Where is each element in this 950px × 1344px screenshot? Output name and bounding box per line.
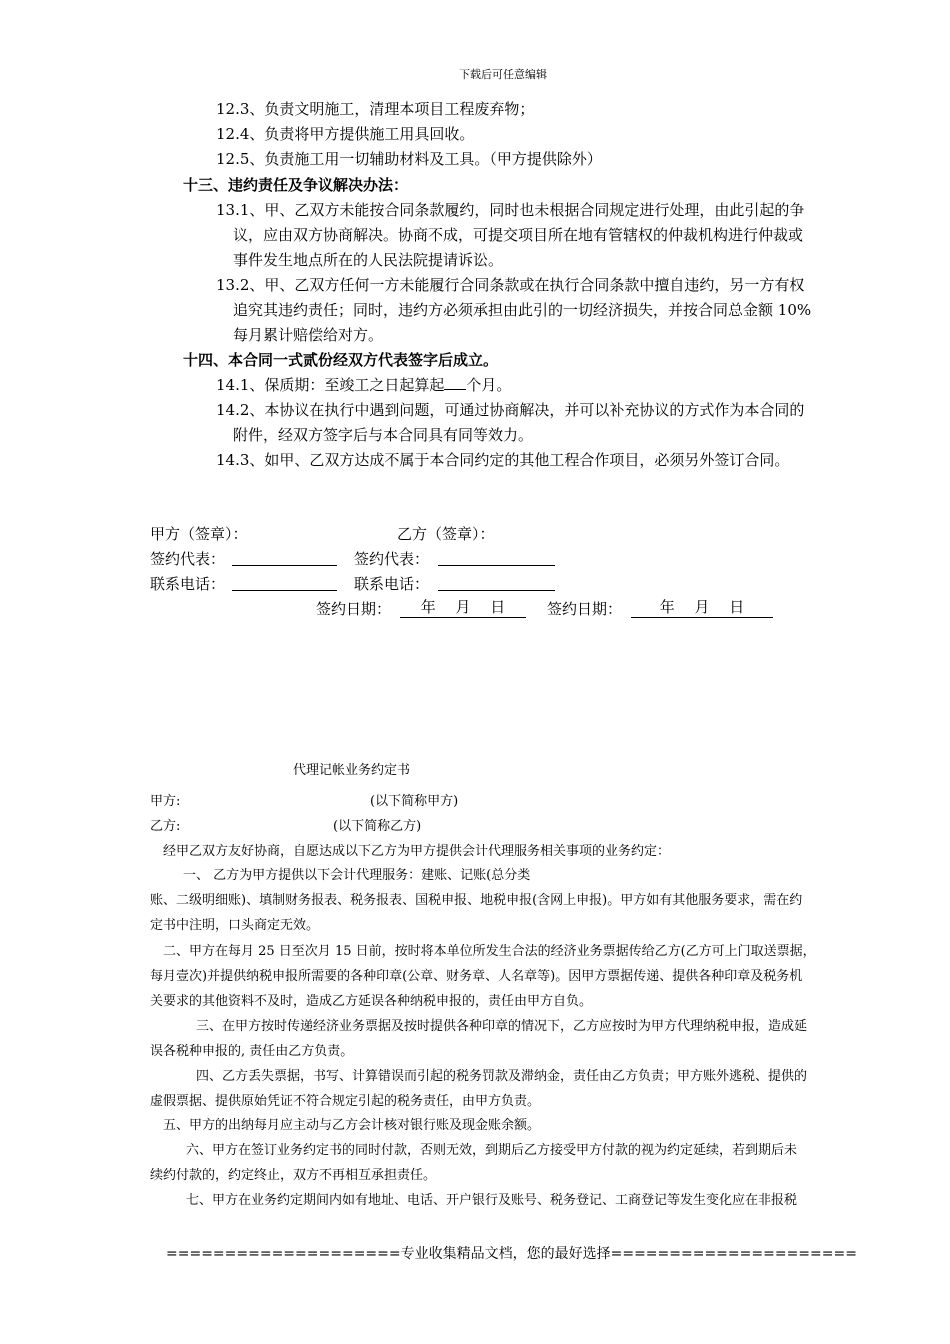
party-b-date-label: 签约日期： xyxy=(547,600,623,618)
clause-6-line1: 六、甲方在签订业务约定书的同时付款，否则无效，到期后乙方接受甲方付款的视为约定延续，若到期后未 xyxy=(186,1143,798,1158)
section-14-title: 十四、本合同一式贰份经双方代表签字后成立。 xyxy=(183,351,499,369)
page-footer: ====================专业收集精品文档，您的最好选择===================== xyxy=(166,1246,857,1262)
agreement-intro: 经甲乙双方友好协商，自愿达成以下乙方为甲方提供会计代理服务相关事项的业务约定： xyxy=(163,844,671,859)
party-b-phone-label: 联系电话： xyxy=(354,575,430,593)
party-b-rep-line xyxy=(438,565,555,566)
party-b-date-value: 年 月 日 xyxy=(631,597,773,618)
clause-1-line2: 账、二级明细账)、填制财务报表、税务报表、国税申报、地税申报(含网上申报)。甲方如有其他服务要求，需在约 xyxy=(150,893,803,908)
item-13-2-line1: 13.2、甲、乙双方任何一方未能履行合同条款或在执行合同条款中擅自违约，另一方有权 xyxy=(216,276,805,294)
item-14-2-line2: 附件，经双方签字后与本合同具有同等效力。 xyxy=(233,426,534,444)
agreement-title: 代理记帐业务约定书 xyxy=(293,763,411,778)
clause-3-line1: 三、在甲方按时传递经济业务票据及按时提供各种印章的情况下，乙方应按时为甲方代理纳税申报，造成延 xyxy=(196,1019,808,1034)
item-12-5: 12.5、负责施工用一切辅助材料及工具。（甲方提供除外） xyxy=(216,150,602,168)
clause-1-line1: 一、 乙方为甲方提供以下会计代理服务：建账、记账(总分类 xyxy=(183,868,531,883)
item-14-2-line1: 14.2、本协议在执行中遇到问题，可通过协商解决，并可以补充协议的方式作为本合同的 xyxy=(216,401,805,419)
party-a-phone-line xyxy=(232,590,337,591)
agreement-party-a-label: 甲方: xyxy=(150,794,181,809)
clause-4-line1: 四、乙方丢失票据，书写、计算错误而引起的税务罚款及滞纳金，责任由乙方负责；甲方账外逃税、提供的 xyxy=(196,1069,808,1084)
clause-2-line3: 关要求的其他资料不及时，造成乙方延误各种纳税申报的，责任由甲方自负。 xyxy=(150,994,593,1009)
item-13-2-line3: 每月累计赔偿给对方。 xyxy=(233,326,384,344)
party-a-date-label: 签约日期： xyxy=(316,600,392,618)
clause-7-line1: 七、甲方在业务约定期间内如有地址、电话、开户银行及账号、税务登记、工商登记等发生变化应在非报税 xyxy=(186,1193,798,1208)
item-13-1-line3: 事件发生地点所在的人民法院提请诉讼。 xyxy=(233,251,504,269)
party-b-phone-line xyxy=(438,590,555,591)
item-14-1-text: 14.1、保质期：至竣工之日起算起 xyxy=(216,376,445,394)
item-13-1-line2: 议，应由双方协商解决。协商不成，可提交项目所在地有管辖权的仲裁机构进行仲裁或 xyxy=(233,226,804,244)
warranty-months-blank xyxy=(444,373,466,390)
party-a-phone-label: 联系电话： xyxy=(150,575,226,593)
party-a-rep-label: 签约代表： xyxy=(150,550,226,568)
clause-1-line3: 定书中注明，口头商定无效。 xyxy=(150,918,320,933)
item-12-3: 12.3、负责文明施工，清理本项目工程废弃物； xyxy=(216,100,535,118)
agreement-party-a-note: (以下简称甲方) xyxy=(370,794,459,809)
page-header-note: 下载后可任意编辑 xyxy=(459,68,547,81)
section-13-title: 十三、违约责任及争议解决办法： xyxy=(183,176,409,194)
clause-4-line2: 虚假票据、提供原始凭证不符合规定引起的税务责任，由甲方负责。 xyxy=(150,1094,541,1109)
party-b-seal-label: 乙方（签章）： xyxy=(397,525,495,543)
party-b-rep-label: 签约代表： xyxy=(354,550,430,568)
clause-3-line2: 误各税种申报的, 责任由乙方负责。 xyxy=(150,1044,354,1059)
item-12-4: 12.4、负责将甲方提供施工用具回收。 xyxy=(216,125,475,143)
agreement-party-b-label: 乙方: xyxy=(150,819,181,834)
clause-2-line2: 每月壹次)并提供纳税申报所需要的各种印章(公章、财务章、人名章等)。因甲方票据传递、提供各种印章及税务机 xyxy=(150,969,803,984)
agreement-party-b-note: (以下简称乙方) xyxy=(333,819,422,834)
item-14-1 xyxy=(216,373,511,398)
party-a-rep-line xyxy=(232,565,337,566)
item-13-1-line1: 13.1、甲、乙双方未能按合同条款履约，同时也未根据合同规定进行处理，由此引起的争 xyxy=(216,201,805,219)
party-a-seal-label: 甲方（签章）： xyxy=(150,525,248,543)
item-13-2-line2: 追究其违约责任；同时，违约方必须承担由此引的一切经济损失，并按合同总金额 10% xyxy=(233,301,812,319)
party-a-date-value: 年 月 日 xyxy=(400,597,526,618)
item-14-3: 14.3、如甲、乙双方达成不属于本合同约定的其他工程合作项目，必须另外签订合同。 xyxy=(216,451,790,469)
clause-5: 五、甲方的出纳每月应主动与乙方会计核对银行账及现金账余额。 xyxy=(163,1118,541,1133)
clause-6-line2: 续约付款的，约定终止，双方不再相互承担责任。 xyxy=(150,1168,437,1183)
item-14-1-suffix: 个月。 xyxy=(466,376,512,394)
clause-2-line1: 二、甲方在每月 25 日至次月 15 日前，按时将本单位所发生合法的经济业务票据传给乙方(乙方可上门取送票据， xyxy=(163,944,816,959)
